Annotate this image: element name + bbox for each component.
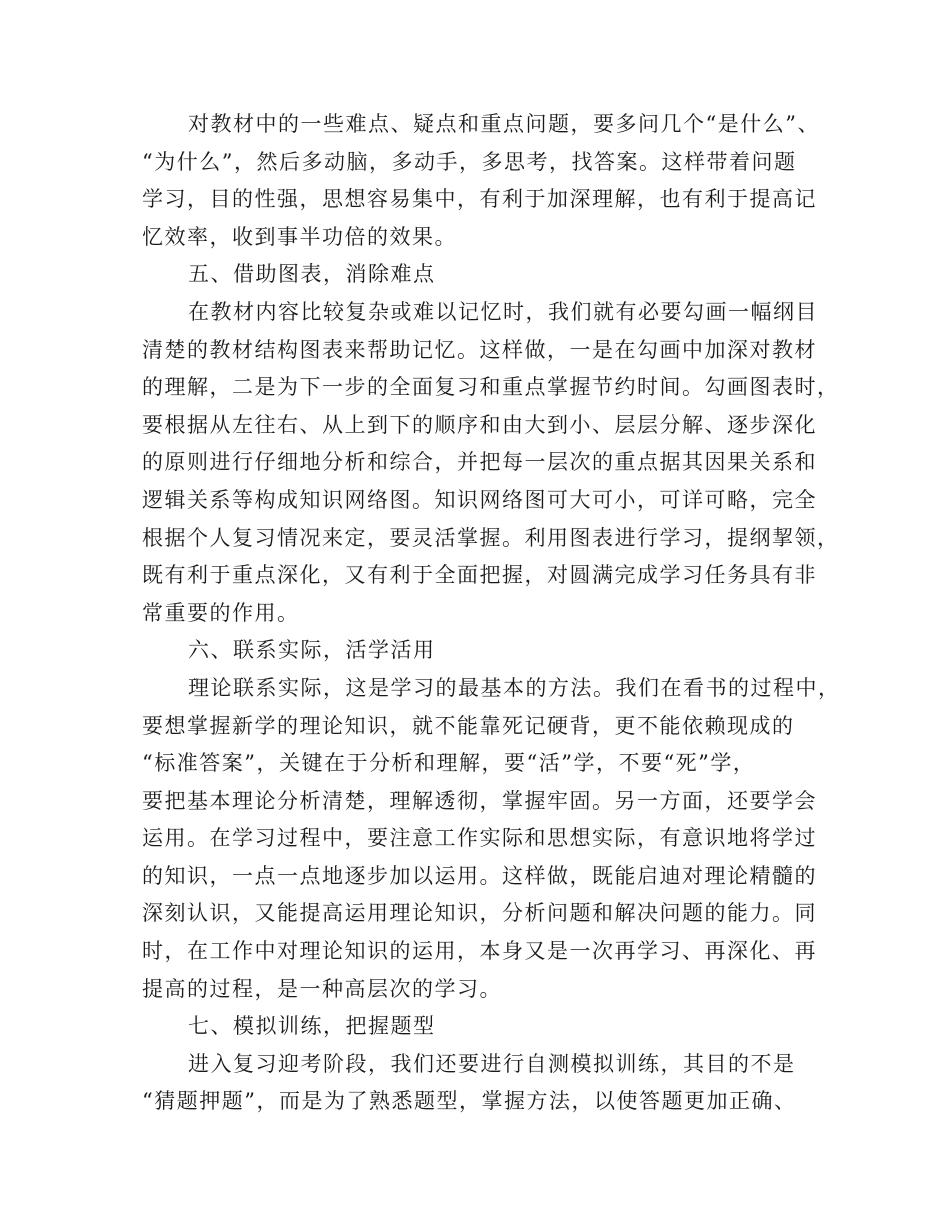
paragraph-line: 要根据从左往右、从上到下的顺序和由大到小、层层分解、逐步深化: [142, 412, 817, 437]
paragraph-line: 对教材中的一些难点、疑点和重点问题，要多问几个“是什么”、: [188, 112, 820, 136]
paragraph-line: “标准答案”，关键在于分析和理解，要“活”学，不要“死”学，: [142, 751, 756, 776]
paragraph-line: 根据个人复习情况来定，要灵活掌握。利用图表进行学习，提纲挈领，: [142, 525, 840, 550]
paragraph-line: 深刻认识，又能提高运用理论知识，分析问题和解决问题的能力。同: [142, 901, 817, 926]
paragraph-line: 进入复习迎考阶段，我们还要进行自测模拟训练，其目的不是: [188, 1051, 796, 1076]
paragraph-line: 在教材内容比较复杂或难以记忆时，我们就有必要勾画一幅纲目: [188, 299, 818, 324]
paragraph-line: 学习，目的性强，思想容易集中，有利于加深理解，也有利于提高记: [142, 187, 817, 212]
paragraph-line: 理论联系实际，这是学习的最基本的方法。我们在看书的过程中，: [188, 675, 841, 700]
document-body: [142, 106, 841, 1121]
paragraph-line: 的理解，二是为下一步的全面复习和重点掌握节约时间。勾画图表时，: [142, 375, 840, 400]
paragraph-line: 提高的过程，是一种高层次的学习。: [142, 976, 502, 1001]
paragraph-line: 逻辑关系等构成知识网络图。知识网络图可大可小，可详可略，完全: [142, 487, 817, 512]
paragraph-line: 既有利于重点深化，又有利于全面把握，对圆满完成学习任务具有非: [142, 563, 817, 588]
section-heading-7: 七、模拟训练，把握题型: [188, 1014, 436, 1039]
paragraph-line: 要把基本理论分析清楚，理解透彻，掌握牢固。另一方面，还要学会: [142, 788, 817, 813]
paragraph-line: 时，在工作中对理论知识的运用，本身又是一次再学习、再深化、再: [142, 939, 817, 964]
paragraph-line: “为什么”，然后多动脑，多动手，多思考，找答案。这样带着问题: [142, 149, 797, 174]
paragraph-line: 要想掌握新学的理论知识，就不能靠死记硬背，更不能依赖现成的: [142, 713, 795, 738]
paragraph-line: “猜题押题”，而是为了熟悉题型，掌握方法，以使答题更加正确、: [142, 1089, 797, 1114]
paragraph-line: 运用。在学习过程中，要注意工作实际和思想实际，有意识地将学过: [142, 826, 817, 851]
paragraph-line: 的原则进行仔细地分析和综合，并把每一层次的重点据其因果关系和: [142, 450, 817, 475]
paragraph-line: 清楚的教材结构图表来帮助记忆。这样做，一是在勾画中加深对教材: [142, 337, 817, 362]
paragraph-line: 忆效率，收到事半功倍的效果。: [142, 224, 457, 249]
section-heading-5: 五、借助图表，消除难点: [188, 262, 436, 287]
paragraph-line: 的知识，一点一点地逐步加以运用。这样做，既能启迪对理论精髓的: [142, 863, 817, 888]
section-heading-6: 六、联系实际，活学活用: [188, 638, 436, 663]
paragraph-line: 常重要的作用。: [142, 600, 300, 625]
